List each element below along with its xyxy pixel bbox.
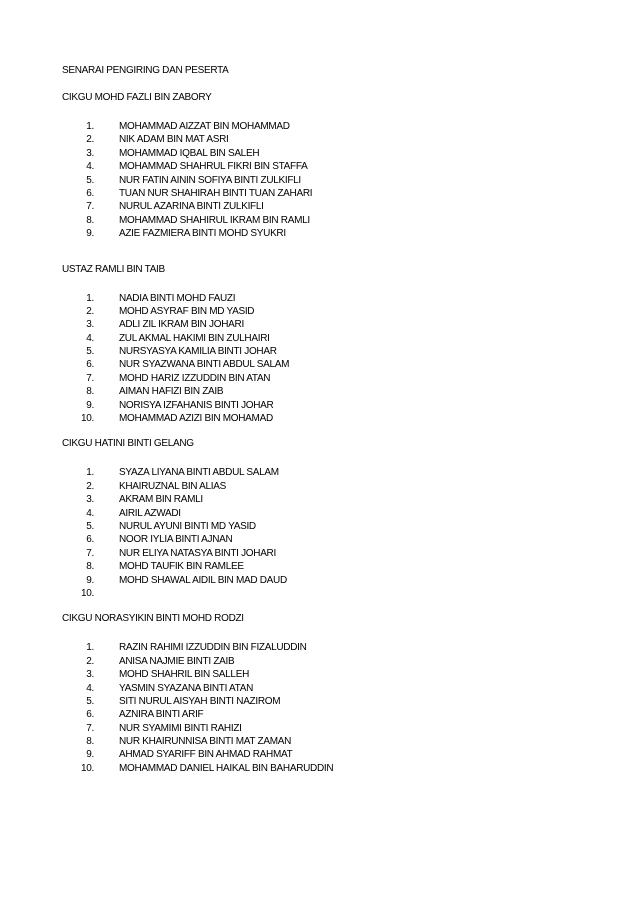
list-item	[62, 412, 582, 425]
list-item	[62, 305, 582, 318]
participant-name: ADLI ZIL IKRAM BIN JOHARI	[119, 319, 244, 331]
participant-name: SYAZA LIYANA BINTI ABDUL SALAM	[119, 467, 279, 479]
item-number: 8.	[86, 214, 94, 226]
participant-name: MOHD HARIZ IZZUDDIN BIN ATAN	[119, 372, 271, 384]
group-teacher: CIKGU HATINI BINTI GELANG	[62, 438, 194, 450]
list-item	[62, 587, 582, 600]
item-number: 8.	[86, 736, 94, 748]
item-number: 8.	[86, 561, 94, 573]
list-item	[62, 708, 582, 721]
participant-list	[62, 120, 582, 241]
list-item	[62, 399, 582, 412]
list-item	[62, 292, 582, 305]
participant-list	[62, 466, 582, 600]
section-spacer	[62, 241, 582, 263]
list-item	[62, 466, 582, 479]
list-item	[62, 641, 582, 654]
list-item	[62, 560, 582, 573]
item-number: 1.	[86, 642, 94, 654]
item-number: 10.	[80, 413, 94, 425]
group-section	[62, 263, 582, 426]
participant-name: NUR SYAMIMI BINTI RAHIZI	[119, 722, 242, 734]
participant-name: NUR KHAIRUNNISA BINTI MAT ZAMAN	[119, 736, 292, 748]
participant-name: AZNIRA BINTI ARIF	[119, 709, 204, 721]
participant-name: NUR ELIYA NATASYA BINTI JOHARI	[119, 547, 276, 559]
participant-name: ANISA NAJMIE BINTI ZAIB	[119, 655, 235, 667]
participant-name: MOHAMMAD AIZZAT BIN MOHAMMAD	[119, 121, 290, 132]
participant-name: MOHD SHAWAL AIDIL BIN MAD DAUD	[119, 574, 287, 586]
list-item	[62, 762, 582, 775]
participant-name: MOHAMMAD SHAHIRUL IKRAM BIN RAMLI	[119, 214, 310, 226]
item-number: 4.	[86, 682, 94, 694]
list-item	[62, 200, 582, 213]
list-item	[62, 358, 582, 371]
list-item	[62, 332, 582, 345]
list-item	[62, 120, 582, 133]
participant-name: AIRIL AZWADI	[119, 507, 181, 519]
list-item	[62, 227, 582, 240]
participant-name: MOHD SHAHRIL BIN SALLEH	[119, 669, 249, 681]
list-item	[62, 345, 582, 358]
participant-name: NURUL AZARINA BINTI ZULKIFLI	[119, 201, 264, 213]
item-number: 7.	[86, 722, 94, 734]
participant-name: SITI NURUL AISYAH BINTI NAZIROM	[119, 695, 281, 707]
item-number: 10.	[80, 762, 94, 774]
participant-name: AIMAN HAFIZI BIN ZAIB	[119, 386, 224, 398]
section-spacer	[62, 600, 582, 612]
participant-name: NADIA BINTI MOHD FAUZI	[119, 292, 236, 304]
item-number: 7.	[86, 372, 94, 384]
participant-name: TUAN NUR SHAHIRAH BINTI TUAN ZAHARI	[119, 187, 313, 199]
item-number: 9.	[86, 228, 94, 240]
item-number: 1.	[86, 467, 94, 479]
list-item	[62, 695, 582, 708]
participant-name: AKRAM BIN RAMLI	[119, 494, 203, 506]
group-teacher: CIKGU MOHD FAZLI BIN ZABORY	[62, 92, 212, 103]
list-item	[62, 160, 582, 173]
item-number: 3.	[86, 494, 94, 506]
item-number: 3.	[86, 319, 94, 331]
item-number: 3.	[86, 147, 94, 159]
item-number: 9.	[86, 399, 94, 411]
item-number: 2.	[86, 305, 94, 317]
item-number: 1.	[86, 121, 94, 132]
group-section	[62, 612, 582, 775]
participant-name: NORISYA IZFAHANIS BINTI JOHAR	[119, 399, 274, 411]
section-spacer	[62, 425, 582, 437]
participant-name: MOHAMMAD SHAHRUL FIKRI BIN STAFFA	[119, 161, 308, 173]
participant-name: MOHD TAUFIK BIN RAMLEE	[119, 561, 244, 573]
item-number: 2.	[86, 480, 94, 492]
group-teacher: CIKGU NORASYIKIN BINTI MOHD RODZI	[62, 613, 244, 625]
group-section	[62, 91, 582, 241]
group-teacher: USTAZ RAMLI BIN TAIB	[62, 263, 165, 275]
participant-name: KHAIRUZNAL BIN ALIAS	[119, 480, 226, 492]
list-item	[62, 480, 582, 493]
item-number: 2.	[86, 655, 94, 667]
item-number: 6.	[86, 359, 94, 371]
list-item	[62, 174, 582, 187]
item-number: 7.	[86, 201, 94, 213]
document	[62, 64, 582, 775]
list-item	[62, 735, 582, 748]
item-number: 3.	[86, 669, 94, 681]
participant-name: MOHD ASYRAF BIN MD YASID	[119, 305, 255, 317]
participant-name: NOOR IYLIA BINTI AJNAN	[119, 534, 233, 546]
item-number: 6.	[86, 187, 94, 199]
list-item	[62, 187, 582, 200]
item-number: 6.	[86, 534, 94, 546]
item-number: 6.	[86, 709, 94, 721]
participant-list	[62, 292, 582, 426]
item-number: 10.	[80, 587, 94, 599]
list-item	[62, 748, 582, 761]
participant-list	[62, 641, 582, 775]
participant-name: AZIE FAZMIERA BINTI MOHD SYUKRI	[119, 228, 286, 240]
participant-name: MOHAMMAD IQBAL BIN SALEH	[119, 147, 260, 159]
participant-name: ZUL AKMAL HAKIMI BIN ZULHAIRI	[119, 332, 270, 344]
item-number: 4.	[86, 507, 94, 519]
list-item	[62, 520, 582, 533]
participant-name: YASMIN SYAZANA BINTI ATAN	[119, 682, 254, 694]
item-number: 5.	[86, 346, 94, 358]
list-item	[62, 682, 582, 695]
list-item	[62, 574, 582, 587]
list-item	[62, 133, 582, 146]
participant-name: NUR SYAZWANA BINTI ABDUL SALAM	[119, 359, 290, 371]
item-number: 9.	[86, 749, 94, 761]
document-title: SENARAI PENGIRING DAN PESERTA	[62, 65, 229, 76]
list-item	[62, 147, 582, 160]
item-number: 5.	[86, 520, 94, 532]
list-item	[62, 318, 582, 331]
list-item	[62, 507, 582, 520]
participant-name: NURUL AYUNI BINTI MD YASID	[119, 520, 256, 532]
list-item	[62, 385, 582, 398]
item-number: 8.	[86, 386, 94, 398]
list-item	[62, 547, 582, 560]
item-number: 1.	[86, 292, 94, 304]
participant-name: NURSYASYA KAMILIA BINTI JOHAR	[119, 346, 277, 358]
participant-name: NIK ADAM BIN MAT ASRI	[119, 134, 229, 146]
participant-name: NUR FATIN AININ SOFIYA BINTI ZULKIFLI	[119, 174, 301, 186]
item-number: 5.	[86, 695, 94, 707]
participant-name: MOHAMMAD AZIZI BIN MOHAMAD	[119, 413, 273, 425]
list-item	[62, 214, 582, 227]
item-number: 4.	[86, 161, 94, 173]
item-number: 2.	[86, 134, 94, 146]
participant-name: MOHAMMAD DANIEL HAIKAL BIN BAHARUDDIN	[119, 762, 334, 774]
item-number: 5.	[86, 174, 94, 186]
list-item	[62, 372, 582, 385]
item-number: 9.	[86, 574, 94, 586]
group-section	[62, 437, 582, 600]
item-number: 4.	[86, 332, 94, 344]
list-item	[62, 493, 582, 506]
participant-name: RAZIN RAHIMI IZZUDDIN BIN FIZALUDDIN	[119, 642, 307, 654]
list-item	[62, 533, 582, 546]
item-number: 7.	[86, 547, 94, 559]
list-item	[62, 655, 582, 668]
participant-name: AHMAD SYARIFF BIN AHMAD RAHMAT	[119, 749, 293, 761]
list-item	[62, 722, 582, 735]
list-item	[62, 668, 582, 681]
